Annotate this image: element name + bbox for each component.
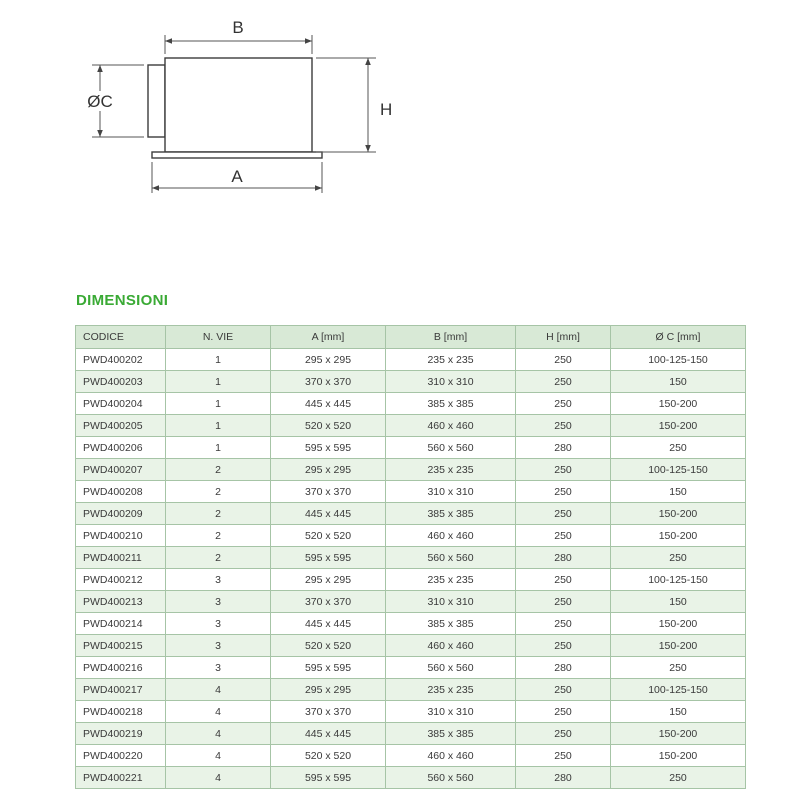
cell-value: 250 (516, 415, 611, 437)
column-header: Ø C [mm] (611, 326, 746, 349)
cell-codice: PWD400205 (76, 415, 166, 437)
cell-codice: PWD400219 (76, 723, 166, 745)
cell-codice: PWD400217 (76, 679, 166, 701)
cell-value: 250 (611, 657, 746, 679)
cell-value: 235 x 235 (386, 459, 516, 481)
table-row (76, 349, 746, 371)
cell-value: 310 x 310 (386, 481, 516, 503)
cell-value: 520 x 520 (271, 635, 386, 657)
dim-label-b: B (232, 18, 244, 37)
cell-value: 250 (516, 569, 611, 591)
cell-value: 385 x 385 (386, 723, 516, 745)
table-row (76, 613, 746, 635)
table-body (76, 349, 746, 789)
table-row (76, 415, 746, 437)
cell-value: 1 (166, 415, 271, 437)
cell-codice: PWD400207 (76, 459, 166, 481)
table-row (76, 657, 746, 679)
cell-value: 385 x 385 (386, 393, 516, 415)
cell-value: 100-125-150 (611, 459, 746, 481)
dimension-h (316, 58, 376, 152)
cell-value: 250 (516, 723, 611, 745)
cell-value: 310 x 310 (386, 701, 516, 723)
cell-value: 3 (166, 657, 271, 679)
cell-codice: PWD400221 (76, 767, 166, 789)
cell-value: 250 (611, 767, 746, 789)
cell-value: 250 (516, 371, 611, 393)
cell-value: 150-200 (611, 635, 746, 657)
cell-value: 1 (166, 393, 271, 415)
cell-value: 295 x 295 (271, 569, 386, 591)
cell-value: 560 x 560 (386, 437, 516, 459)
table-row (76, 635, 746, 657)
table-row (76, 591, 746, 613)
cell-value: 4 (166, 679, 271, 701)
cell-value: 295 x 295 (271, 349, 386, 371)
cell-value: 100-125-150 (611, 679, 746, 701)
cell-value: 150-200 (611, 393, 746, 415)
cell-value: 100-125-150 (611, 349, 746, 371)
cell-codice: PWD400210 (76, 525, 166, 547)
table-row (76, 393, 746, 415)
cell-value: 2 (166, 503, 271, 525)
cell-value: 280 (516, 767, 611, 789)
cell-value: 1 (166, 437, 271, 459)
header-row (76, 326, 746, 349)
cell-value: 100-125-150 (611, 569, 746, 591)
cell-value: 150-200 (611, 745, 746, 767)
cell-value: 250 (516, 349, 611, 371)
product-diagram (60, 5, 420, 220)
cell-codice: PWD400204 (76, 393, 166, 415)
cell-value: 250 (516, 613, 611, 635)
cell-value: 250 (611, 547, 746, 569)
cell-value: 280 (516, 657, 611, 679)
table-row (76, 679, 746, 701)
cell-value: 520 x 520 (271, 525, 386, 547)
duct-body (165, 58, 312, 152)
cell-value: 445 x 445 (271, 723, 386, 745)
cell-value: 250 (516, 393, 611, 415)
table-row (76, 745, 746, 767)
cell-value: 250 (516, 525, 611, 547)
cell-codice: PWD400202 (76, 349, 166, 371)
cell-value: 280 (516, 547, 611, 569)
cell-value: 595 x 595 (271, 767, 386, 789)
cell-value: 520 x 520 (271, 745, 386, 767)
cell-value: 250 (516, 459, 611, 481)
cell-value: 310 x 310 (386, 371, 516, 393)
table-row (76, 481, 746, 503)
cell-value: 250 (516, 481, 611, 503)
cell-value: 150 (611, 371, 746, 393)
column-header: CODICE (76, 326, 166, 349)
cell-value: 310 x 310 (386, 591, 516, 613)
column-header: A [mm] (271, 326, 386, 349)
column-header: H [mm] (516, 326, 611, 349)
cell-value: 3 (166, 613, 271, 635)
cell-codice: PWD400213 (76, 591, 166, 613)
cell-value: 370 x 370 (271, 701, 386, 723)
cell-codice: PWD400211 (76, 547, 166, 569)
section-title: DIMENSIONI (76, 292, 169, 309)
dimension-b (165, 35, 312, 54)
cell-value: 150 (611, 591, 746, 613)
column-header: B [mm] (386, 326, 516, 349)
cell-value: 560 x 560 (386, 547, 516, 569)
cell-value: 460 x 460 (386, 635, 516, 657)
cell-value: 2 (166, 547, 271, 569)
cell-value: 370 x 370 (271, 371, 386, 393)
cell-codice: PWD400216 (76, 657, 166, 679)
table-row (76, 459, 746, 481)
cell-codice: PWD400212 (76, 569, 166, 591)
cell-value: 250 (516, 591, 611, 613)
cell-value: 295 x 295 (271, 459, 386, 481)
cell-value: 2 (166, 525, 271, 547)
cell-value: 445 x 445 (271, 393, 386, 415)
cell-value: 595 x 595 (271, 547, 386, 569)
column-header: N. VIE (166, 326, 271, 349)
cell-value: 150-200 (611, 525, 746, 547)
dim-label-h: H (380, 100, 393, 119)
cell-value: 150 (611, 481, 746, 503)
cell-value: 460 x 460 (386, 745, 516, 767)
cell-value: 385 x 385 (386, 613, 516, 635)
cell-value: 2 (166, 459, 271, 481)
cell-value: 235 x 235 (386, 569, 516, 591)
cell-value: 1 (166, 349, 271, 371)
cell-value: 460 x 460 (386, 525, 516, 547)
cell-codice: PWD400203 (76, 371, 166, 393)
cell-value: 250 (516, 503, 611, 525)
cell-codice: PWD400209 (76, 503, 166, 525)
cell-value: 150-200 (611, 503, 746, 525)
cell-value: 445 x 445 (271, 613, 386, 635)
table-row (76, 525, 746, 547)
cell-value: 460 x 460 (386, 415, 516, 437)
cell-value: 595 x 595 (271, 437, 386, 459)
table-row (76, 437, 746, 459)
dimensions-table (75, 325, 746, 789)
cell-value: 150 (611, 701, 746, 723)
cell-value: 235 x 235 (386, 679, 516, 701)
cell-value: 3 (166, 569, 271, 591)
cell-value: 370 x 370 (271, 591, 386, 613)
cell-value: 560 x 560 (386, 767, 516, 789)
cell-value: 1 (166, 371, 271, 393)
cell-value: 370 x 370 (271, 481, 386, 503)
table-row (76, 701, 746, 723)
cell-value: 560 x 560 (386, 657, 516, 679)
cell-value: 280 (516, 437, 611, 459)
table-head (76, 326, 746, 349)
table-row (76, 767, 746, 789)
table-row (76, 503, 746, 525)
cell-value: 595 x 595 (271, 657, 386, 679)
cell-value: 150-200 (611, 723, 746, 745)
cell-value: 250 (516, 635, 611, 657)
dim-label-a: A (231, 167, 243, 186)
cell-value: 250 (516, 745, 611, 767)
table-row (76, 569, 746, 591)
cell-value: 295 x 295 (271, 679, 386, 701)
inlet-collar (148, 65, 165, 137)
cell-codice: PWD400215 (76, 635, 166, 657)
dim-label-c: ØC (87, 92, 113, 111)
cell-codice: PWD400206 (76, 437, 166, 459)
cell-codice: PWD400220 (76, 745, 166, 767)
table-row (76, 371, 746, 393)
cell-value: 4 (166, 767, 271, 789)
cell-codice: PWD400208 (76, 481, 166, 503)
cell-value: 4 (166, 701, 271, 723)
cell-value: 2 (166, 481, 271, 503)
cell-value: 235 x 235 (386, 349, 516, 371)
cell-value: 250 (516, 679, 611, 701)
cell-value: 250 (611, 437, 746, 459)
cell-value: 3 (166, 591, 271, 613)
cell-value: 4 (166, 745, 271, 767)
cell-value: 3 (166, 635, 271, 657)
cell-value: 385 x 385 (386, 503, 516, 525)
table-row (76, 547, 746, 569)
cell-value: 250 (516, 701, 611, 723)
cell-codice: PWD400214 (76, 613, 166, 635)
duct-drawing (60, 5, 420, 220)
table-row (76, 723, 746, 745)
cell-value: 150-200 (611, 613, 746, 635)
mounting-flange (152, 152, 322, 158)
cell-value: 520 x 520 (271, 415, 386, 437)
cell-value: 150-200 (611, 415, 746, 437)
cell-codice: PWD400218 (76, 701, 166, 723)
cell-value: 4 (166, 723, 271, 745)
cell-value: 445 x 445 (271, 503, 386, 525)
